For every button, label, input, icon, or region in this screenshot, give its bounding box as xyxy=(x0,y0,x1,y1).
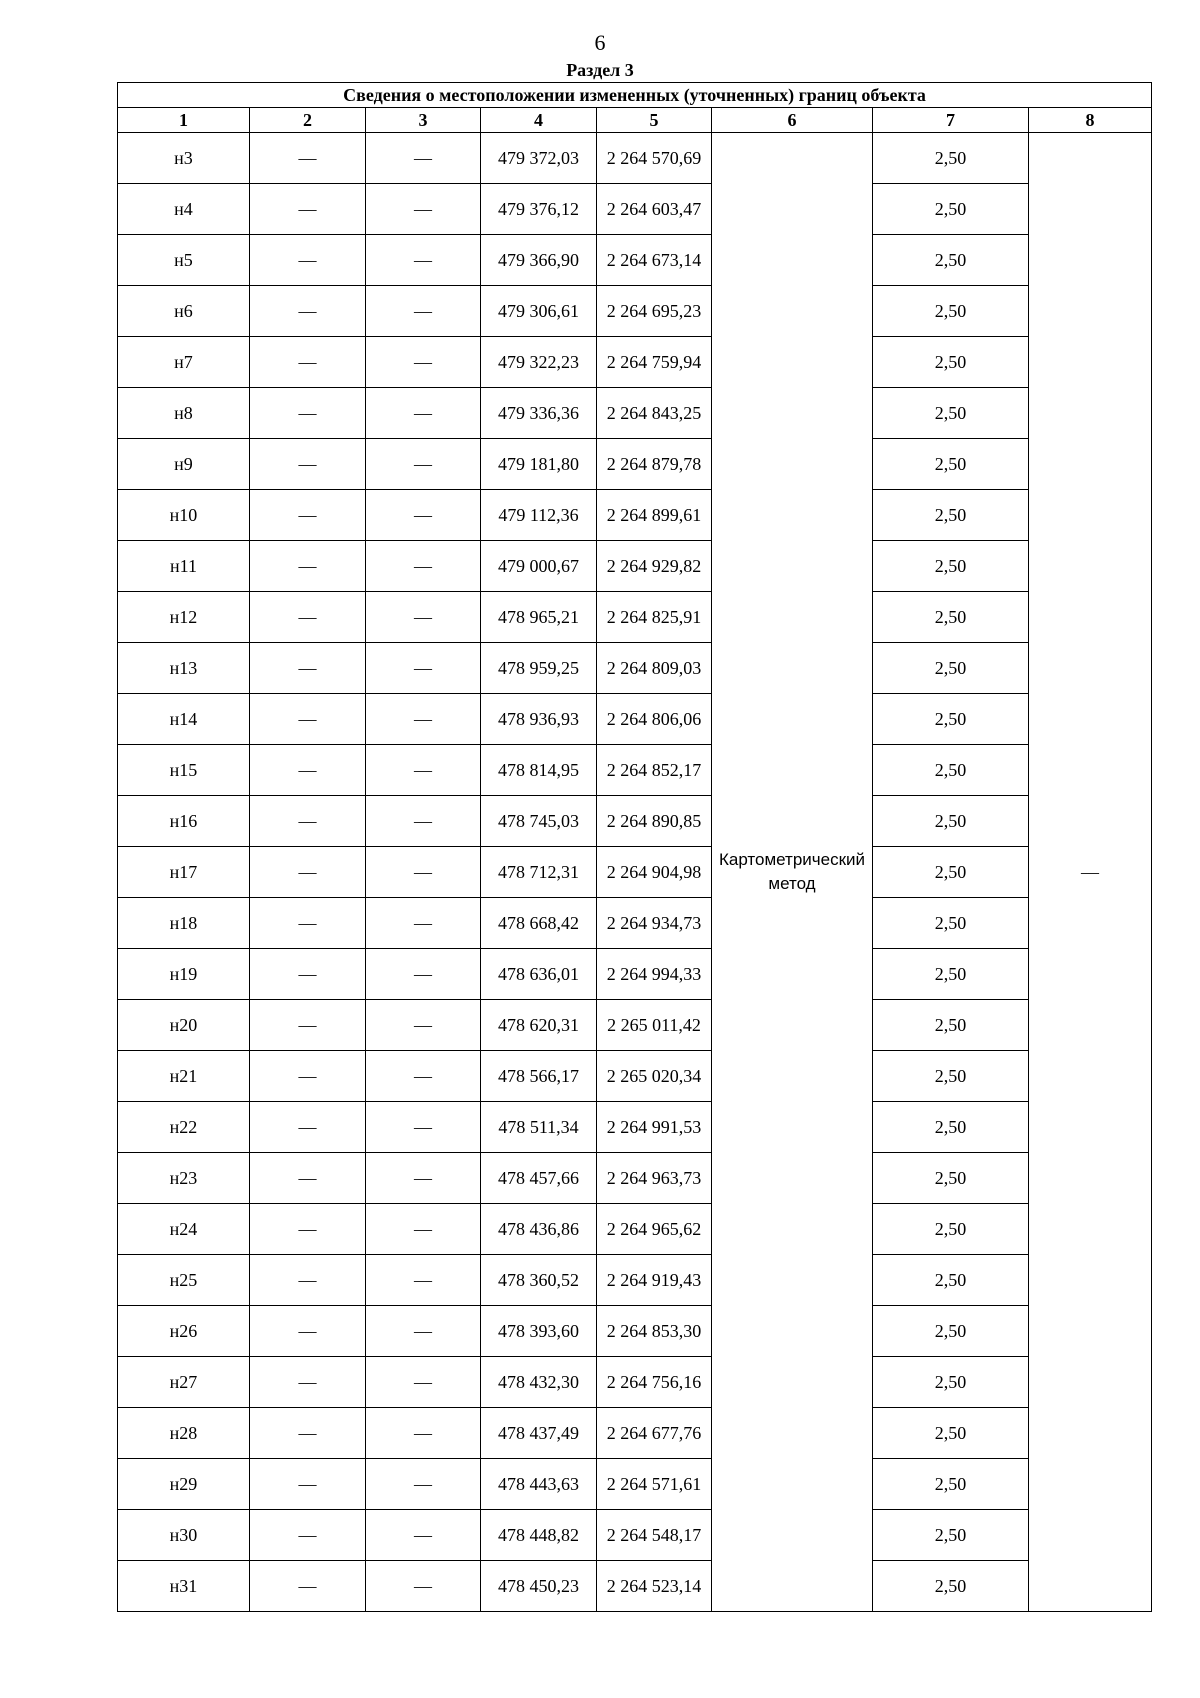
accuracy-value: 2,50 xyxy=(873,1510,1029,1561)
table-row xyxy=(118,490,1152,541)
accuracy-value: 2,50 xyxy=(873,898,1029,949)
accuracy-value: 2,50 xyxy=(873,1153,1029,1204)
column-3-value: — xyxy=(366,439,481,490)
accuracy-value: 2,50 xyxy=(873,1204,1029,1255)
accuracy-value: 2,50 xyxy=(873,541,1029,592)
accuracy-value: 2,50 xyxy=(873,1000,1029,1051)
y-coordinate: 2 264 548,17 xyxy=(597,1510,712,1561)
table-row xyxy=(118,388,1152,439)
y-coordinate: 2 264 994,33 xyxy=(597,949,712,1000)
y-coordinate: 2 264 809,03 xyxy=(597,643,712,694)
column-3-value: — xyxy=(366,1510,481,1561)
y-coordinate: 2 264 695,23 xyxy=(597,286,712,337)
accuracy-value: 2,50 xyxy=(873,490,1029,541)
column-3-value: — xyxy=(366,1153,481,1204)
y-coordinate: 2 265 020,34 xyxy=(597,1051,712,1102)
y-coordinate: 2 264 677,76 xyxy=(597,1408,712,1459)
column-number: 4 xyxy=(481,108,597,133)
y-coordinate: 2 264 929,82 xyxy=(597,541,712,592)
y-coordinate: 2 264 603,47 xyxy=(597,184,712,235)
column-2-value: — xyxy=(250,490,366,541)
point-label: н28 xyxy=(118,1408,250,1459)
accuracy-value: 2,50 xyxy=(873,1357,1029,1408)
accuracy-value: 2,50 xyxy=(873,949,1029,1000)
point-label: н8 xyxy=(118,388,250,439)
y-coordinate: 2 264 523,14 xyxy=(597,1561,712,1612)
x-coordinate: 478 712,31 xyxy=(481,847,597,898)
x-coordinate: 479 336,36 xyxy=(481,388,597,439)
x-coordinate: 478 360,52 xyxy=(481,1255,597,1306)
y-coordinate: 2 265 011,42 xyxy=(597,1000,712,1051)
section-title: Раздел 3 xyxy=(566,60,634,80)
column-2-value: — xyxy=(250,796,366,847)
column-2-value: — xyxy=(250,235,366,286)
table-row xyxy=(118,133,1152,184)
column-2-value: — xyxy=(250,1459,366,1510)
y-coordinate: 2 264 904,98 xyxy=(597,847,712,898)
x-coordinate: 479 112,36 xyxy=(481,490,597,541)
column-3-value: — xyxy=(366,949,481,1000)
point-label: н6 xyxy=(118,286,250,337)
column-3-value: — xyxy=(366,133,481,184)
x-coordinate: 478 436,86 xyxy=(481,1204,597,1255)
column-number-row xyxy=(118,108,1152,133)
table-row xyxy=(118,1102,1152,1153)
table-row xyxy=(118,286,1152,337)
column-3-value: — xyxy=(366,1357,481,1408)
table-row xyxy=(118,1510,1152,1561)
y-coordinate: 2 264 890,85 xyxy=(597,796,712,847)
table-caption: Сведения о местоположении измененных (уточненных) границ объекта xyxy=(118,83,1152,108)
table-row xyxy=(118,235,1152,286)
point-label: н25 xyxy=(118,1255,250,1306)
x-coordinate: 479 000,67 xyxy=(481,541,597,592)
table-row xyxy=(118,541,1152,592)
accuracy-value: 2,50 xyxy=(873,388,1029,439)
x-coordinate: 478 936,93 xyxy=(481,694,597,745)
table-row xyxy=(118,898,1152,949)
table-row xyxy=(118,796,1152,847)
x-coordinate: 478 636,01 xyxy=(481,949,597,1000)
column-3-value: — xyxy=(366,1306,481,1357)
x-coordinate: 478 959,25 xyxy=(481,643,597,694)
table-row xyxy=(118,1561,1152,1612)
point-label: н31 xyxy=(118,1561,250,1612)
point-label: н27 xyxy=(118,1357,250,1408)
column-3-value: — xyxy=(366,1051,481,1102)
table-row xyxy=(118,592,1152,643)
x-coordinate: 478 457,66 xyxy=(481,1153,597,1204)
column-2-value: — xyxy=(250,1153,366,1204)
column-3-value: — xyxy=(366,694,481,745)
column-2-value: — xyxy=(250,133,366,184)
y-coordinate: 2 264 919,43 xyxy=(597,1255,712,1306)
point-label: н21 xyxy=(118,1051,250,1102)
accuracy-value: 2,50 xyxy=(873,133,1029,184)
column-2-value: — xyxy=(250,694,366,745)
column-3-value: — xyxy=(366,1204,481,1255)
y-coordinate: 2 264 853,30 xyxy=(597,1306,712,1357)
x-coordinate: 478 620,31 xyxy=(481,1000,597,1051)
point-label: н24 xyxy=(118,1204,250,1255)
column-3-value: — xyxy=(366,184,481,235)
x-coordinate: 478 965,21 xyxy=(481,592,597,643)
y-coordinate: 2 264 571,61 xyxy=(597,1459,712,1510)
column-3-value: — xyxy=(366,1561,481,1612)
point-label: н15 xyxy=(118,745,250,796)
column-2-value: — xyxy=(250,745,366,796)
column-3-value: — xyxy=(366,796,481,847)
column-2-value: — xyxy=(250,184,366,235)
column-3-value: — xyxy=(366,898,481,949)
column-number: 3 xyxy=(366,108,481,133)
column-number: 8 xyxy=(1029,108,1152,133)
point-label: н9 xyxy=(118,439,250,490)
point-label: н23 xyxy=(118,1153,250,1204)
table-row xyxy=(118,337,1152,388)
point-label: н22 xyxy=(118,1102,250,1153)
y-coordinate: 2 264 673,14 xyxy=(597,235,712,286)
table-row xyxy=(118,1255,1152,1306)
accuracy-value: 2,50 xyxy=(873,1306,1029,1357)
point-label: н19 xyxy=(118,949,250,1000)
column-2-value: — xyxy=(250,1051,366,1102)
accuracy-value: 2,50 xyxy=(873,796,1029,847)
column-2-value: — xyxy=(250,898,366,949)
y-coordinate: 2 264 934,73 xyxy=(597,898,712,949)
point-label: н26 xyxy=(118,1306,250,1357)
table-row xyxy=(118,1153,1152,1204)
point-label: н12 xyxy=(118,592,250,643)
point-label: н29 xyxy=(118,1459,250,1510)
x-coordinate: 478 432,30 xyxy=(481,1357,597,1408)
table-row xyxy=(118,1357,1152,1408)
column-2-value: — xyxy=(250,1357,366,1408)
point-label: н20 xyxy=(118,1000,250,1051)
point-label: н30 xyxy=(118,1510,250,1561)
y-coordinate: 2 264 899,61 xyxy=(597,490,712,541)
column-2-value: — xyxy=(250,1102,366,1153)
y-coordinate: 2 264 879,78 xyxy=(597,439,712,490)
column-8-value: — xyxy=(1029,133,1152,1612)
table-row xyxy=(118,745,1152,796)
column-3-value: — xyxy=(366,1459,481,1510)
x-coordinate: 478 745,03 xyxy=(481,796,597,847)
column-3-value: — xyxy=(366,1255,481,1306)
column-3-value: — xyxy=(366,490,481,541)
x-coordinate: 478 668,42 xyxy=(481,898,597,949)
table-row xyxy=(118,949,1152,1000)
column-3-value: — xyxy=(366,541,481,592)
column-2-value: — xyxy=(250,439,366,490)
column-3-value: — xyxy=(366,286,481,337)
accuracy-value: 2,50 xyxy=(873,1102,1029,1153)
y-coordinate: 2 264 963,73 xyxy=(597,1153,712,1204)
x-coordinate: 478 437,49 xyxy=(481,1408,597,1459)
x-coordinate: 478 566,17 xyxy=(481,1051,597,1102)
x-coordinate: 479 181,80 xyxy=(481,439,597,490)
y-coordinate: 2 264 570,69 xyxy=(597,133,712,184)
point-label: н10 xyxy=(118,490,250,541)
accuracy-value: 2,50 xyxy=(873,643,1029,694)
accuracy-value: 2,50 xyxy=(873,592,1029,643)
column-number: 2 xyxy=(250,108,366,133)
table-row xyxy=(118,1408,1152,1459)
accuracy-value: 2,50 xyxy=(873,337,1029,388)
x-coordinate: 478 511,34 xyxy=(481,1102,597,1153)
point-label: н13 xyxy=(118,643,250,694)
table-row xyxy=(118,1204,1152,1255)
column-2-value: — xyxy=(250,949,366,1000)
accuracy-value: 2,50 xyxy=(873,1051,1029,1102)
column-2-value: — xyxy=(250,1000,366,1051)
column-3-value: — xyxy=(366,1408,481,1459)
y-coordinate: 2 264 852,17 xyxy=(597,745,712,796)
table-row xyxy=(118,694,1152,745)
point-label: н11 xyxy=(118,541,250,592)
column-3-value: — xyxy=(366,388,481,439)
column-2-value: — xyxy=(250,1561,366,1612)
accuracy-value: 2,50 xyxy=(873,286,1029,337)
y-coordinate: 2 264 756,16 xyxy=(597,1357,712,1408)
point-label: н4 xyxy=(118,184,250,235)
column-3-value: — xyxy=(366,643,481,694)
column-2-value: — xyxy=(250,1510,366,1561)
x-coordinate: 479 376,12 xyxy=(481,184,597,235)
point-label: н14 xyxy=(118,694,250,745)
point-label: н3 xyxy=(118,133,250,184)
accuracy-value: 2,50 xyxy=(873,694,1029,745)
page-number: 6 xyxy=(594,30,606,55)
accuracy-value: 2,50 xyxy=(873,1255,1029,1306)
column-number: 1 xyxy=(118,108,250,133)
column-2-value: — xyxy=(250,541,366,592)
column-2-value: — xyxy=(250,1306,366,1357)
y-coordinate: 2 264 825,91 xyxy=(597,592,712,643)
point-label: н18 xyxy=(118,898,250,949)
column-number: 5 xyxy=(597,108,712,133)
column-2-value: — xyxy=(250,592,366,643)
column-3-value: — xyxy=(366,847,481,898)
column-3-value: — xyxy=(366,745,481,796)
method-cell: Картометрический метод xyxy=(712,133,873,1612)
column-2-value: — xyxy=(250,337,366,388)
y-coordinate: 2 264 806,06 xyxy=(597,694,712,745)
column-2-value: — xyxy=(250,388,366,439)
column-2-value: — xyxy=(250,1408,366,1459)
x-coordinate: 478 448,82 xyxy=(481,1510,597,1561)
accuracy-value: 2,50 xyxy=(873,847,1029,898)
point-label: н7 xyxy=(118,337,250,388)
point-label: н5 xyxy=(118,235,250,286)
column-number: 7 xyxy=(873,108,1029,133)
accuracy-value: 2,50 xyxy=(873,439,1029,490)
column-number: 6 xyxy=(712,108,873,133)
column-3-value: — xyxy=(366,1000,481,1051)
column-2-value: — xyxy=(250,643,366,694)
column-3-value: — xyxy=(366,235,481,286)
y-coordinate: 2 264 965,62 xyxy=(597,1204,712,1255)
accuracy-value: 2,50 xyxy=(873,1408,1029,1459)
table-row xyxy=(118,439,1152,490)
column-2-value: — xyxy=(250,1204,366,1255)
point-label: н16 xyxy=(118,796,250,847)
y-coordinate: 2 264 759,94 xyxy=(597,337,712,388)
column-2-value: — xyxy=(250,1255,366,1306)
accuracy-value: 2,50 xyxy=(873,1561,1029,1612)
column-3-value: — xyxy=(366,1102,481,1153)
accuracy-value: 2,50 xyxy=(873,745,1029,796)
y-coordinate: 2 264 843,25 xyxy=(597,388,712,439)
column-3-value: — xyxy=(366,592,481,643)
table-row xyxy=(118,643,1152,694)
table-body xyxy=(118,133,1152,1612)
table-row xyxy=(118,1000,1152,1051)
x-coordinate: 478 443,63 xyxy=(481,1459,597,1510)
table-row xyxy=(118,1459,1152,1510)
y-coordinate: 2 264 991,53 xyxy=(597,1102,712,1153)
x-coordinate: 479 306,61 xyxy=(481,286,597,337)
accuracy-value: 2,50 xyxy=(873,235,1029,286)
x-coordinate: 478 393,60 xyxy=(481,1306,597,1357)
x-coordinate: 478 814,95 xyxy=(481,745,597,796)
x-coordinate: 479 372,03 xyxy=(481,133,597,184)
column-2-value: — xyxy=(250,286,366,337)
column-2-value: — xyxy=(250,847,366,898)
x-coordinate: 479 366,90 xyxy=(481,235,597,286)
point-label: н17 xyxy=(118,847,250,898)
table-row xyxy=(118,184,1152,235)
table-row xyxy=(118,1051,1152,1102)
boundary-points-table xyxy=(117,82,1152,1612)
column-3-value: — xyxy=(366,337,481,388)
accuracy-value: 2,50 xyxy=(873,1459,1029,1510)
accuracy-value: 2,50 xyxy=(873,184,1029,235)
table-row xyxy=(118,847,1152,898)
x-coordinate: 478 450,23 xyxy=(481,1561,597,1612)
x-coordinate: 479 322,23 xyxy=(481,337,597,388)
table-row xyxy=(118,1306,1152,1357)
